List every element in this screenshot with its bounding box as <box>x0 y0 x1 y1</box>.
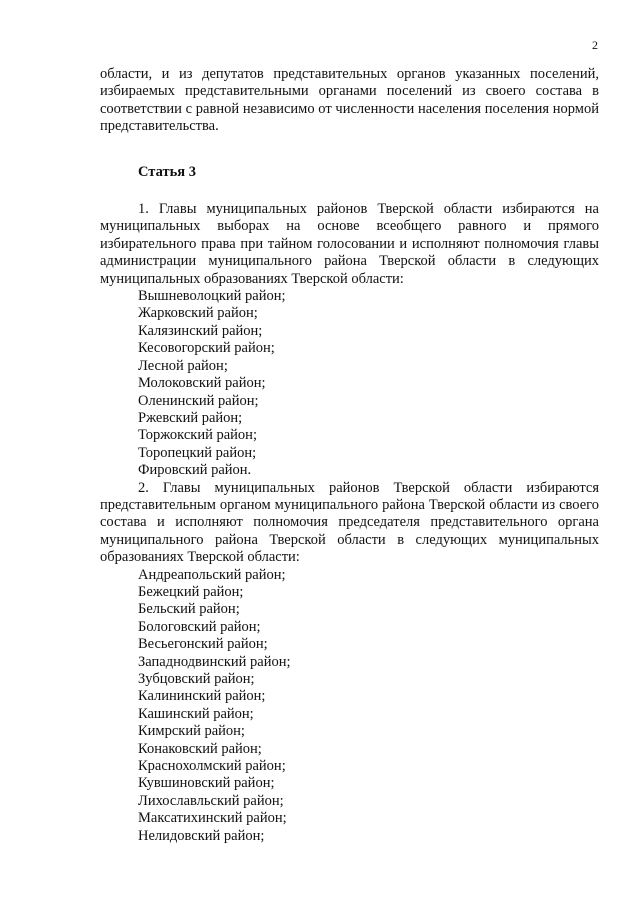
clause-1-text: 1. Главы муниципальных районов Тверской области избираются на муниципальных выборах на основе всеобщего равного и прямого избирательного права при тайном голосовании и исполняют полномочия главы администрации муниципального района Тверской области в следующих муниципальных образованиях Тверской области: <box>100 201 599 287</box>
list-item: Оленинский район; <box>138 392 259 409</box>
list-item: Торжокский район; <box>138 427 257 444</box>
page-number: 2 <box>592 38 598 52</box>
list-item: Краснохолмский район; <box>138 758 286 775</box>
list-item: Жарковский район; <box>138 305 258 322</box>
list-item: Нелидовский район; <box>138 827 265 844</box>
clause-1-district-list <box>100 288 599 479</box>
clause-2-district-list <box>100 567 599 846</box>
list-item: Молоковский район; <box>138 375 266 392</box>
list-item: Кимрский район; <box>138 723 245 740</box>
article-title: Статья 3 <box>138 163 196 180</box>
list-item: Торопецкий район; <box>138 444 257 461</box>
list-item: Калязинский район; <box>138 322 263 339</box>
clause-2-text: 2. Главы муниципальных районов Тверской области избираются представительным органом муниципального района Тверской области из своего состава и исполняют полномочия председателя представительного органа муниципального района Тверской области в следующих муниципальных образованиях Тверской области: <box>100 479 599 566</box>
intro-paragraph: области, и из депутатов представительных органов указанных поселений, избираемых представительными органами поселений из своего состава в соответствии с равной независимо от численности населения поселения нормой представительства. <box>100 66 599 135</box>
list-item: Лесной район; <box>138 357 228 374</box>
list-item: Западнодвинский район; <box>138 653 291 670</box>
list-item: Бельский район; <box>138 601 240 618</box>
list-item: Весьегонский район; <box>138 636 268 653</box>
list-item: Фировский район. <box>138 462 252 479</box>
list-item: Бологовский район; <box>138 618 261 635</box>
list-item: Зубцовский район; <box>138 671 255 687</box>
list-item: Максатихинский район; <box>138 810 287 827</box>
list-item: Кесовогорский район; <box>138 340 275 357</box>
list-item: Кашинский район; <box>138 705 254 722</box>
list-item: Бежецкий район; <box>138 583 244 600</box>
list-item: Андреапольский район; <box>138 566 286 583</box>
list-item: Кувшиновский район; <box>138 775 275 792</box>
heading-spacer <box>100 181 599 201</box>
document-body <box>100 66 599 845</box>
list-item: Лихославльский район; <box>138 792 284 809</box>
list-item: Конаковский район; <box>138 740 262 757</box>
list-item: Калининский район; <box>138 688 266 705</box>
list-item: Вышневолоцкий район; <box>138 288 286 305</box>
list-item: Ржевский район; <box>138 409 243 426</box>
